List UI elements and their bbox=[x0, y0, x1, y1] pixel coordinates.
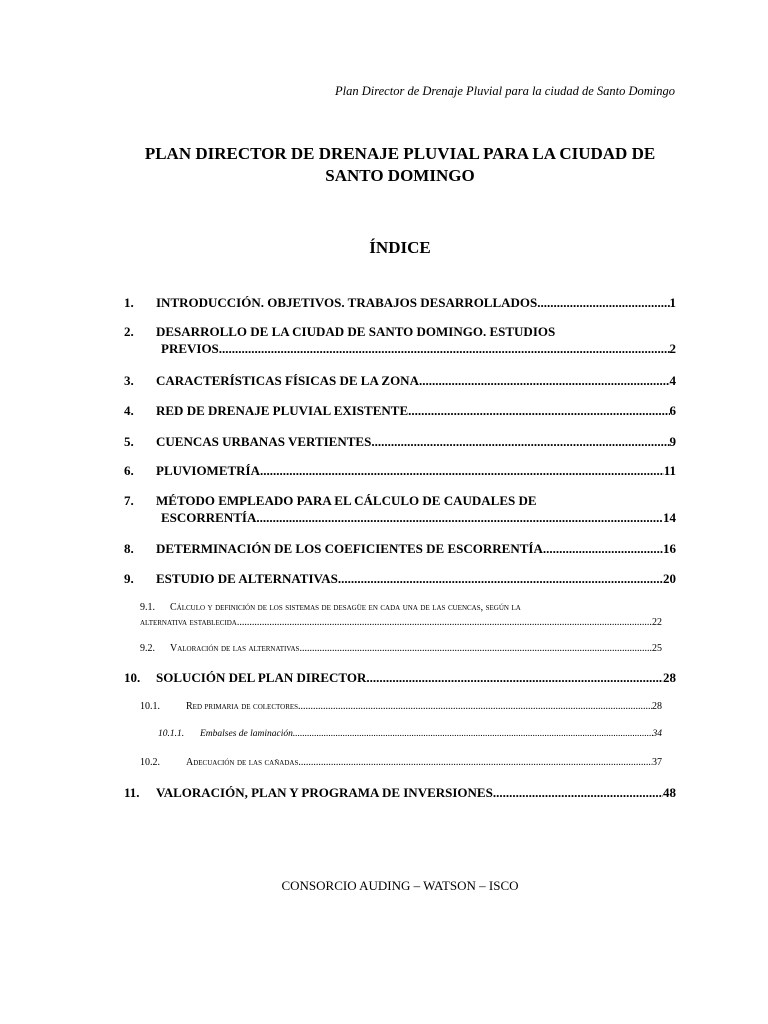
toc-entry-label: CUENCAS URBANAS VERTIENTES bbox=[156, 434, 372, 449]
toc-number-11: 11. bbox=[124, 785, 140, 800]
toc-page-number: 20 bbox=[663, 571, 676, 586]
document-title-line1: PLAN DIRECTOR DE DRENAJE PLUVIAL PARA LA CIUDAD DE bbox=[144, 144, 656, 163]
toc-page-number: 11 bbox=[663, 463, 676, 478]
toc-subentry-number: 9.2. bbox=[140, 643, 155, 654]
toc-entry-label bbox=[140, 701, 298, 712]
toc-subentry-label: Valoración de las alternativas bbox=[170, 643, 300, 654]
toc-entry-7[interactable] bbox=[161, 510, 676, 526]
toc-entry-9-2[interactable] bbox=[140, 643, 662, 654]
toc-entry-label: DETERMINACIÓN DE LOS COEFICIENTES DE ESCORRENTÍA bbox=[156, 541, 543, 556]
index-heading: ÍNDICE bbox=[369, 238, 431, 257]
dot-leader bbox=[366, 670, 663, 686]
toc-subentry-label: Embalses de laminación bbox=[200, 729, 293, 739]
toc-entry-label: ESCORRENTÍA bbox=[161, 510, 257, 525]
toc-number-6: 6. bbox=[124, 463, 134, 478]
dot-leader bbox=[338, 571, 663, 587]
dot-leader bbox=[371, 434, 669, 450]
dot-leader bbox=[537, 295, 669, 311]
toc-page-number: 28 bbox=[663, 670, 676, 685]
toc-number-5: 5. bbox=[124, 434, 134, 449]
toc-number-9: 9. bbox=[124, 571, 134, 586]
toc-page-number: 25 bbox=[652, 643, 662, 654]
toc-number-1: 1. bbox=[124, 295, 134, 310]
toc-entry-label: SOLUCIÓN DEL PLAN DIRECTOR bbox=[156, 670, 367, 685]
toc-entry-10-1[interactable] bbox=[140, 701, 662, 712]
toc-entry-label: PREVIOS bbox=[161, 341, 219, 356]
toc-entry-4[interactable] bbox=[156, 403, 676, 419]
toc-page-number: 1 bbox=[669, 295, 676, 310]
dot-leader bbox=[219, 341, 670, 357]
toc-entry-10-1-1[interactable] bbox=[158, 729, 662, 739]
toc-entry-label bbox=[158, 729, 293, 739]
toc-page-number: 6 bbox=[669, 403, 676, 418]
toc-subentry-label: Cálculo y definición de los sistemas de desagüe en cada una de las cuencas, según la bbox=[170, 602, 521, 613]
toc-entry-3[interactable] bbox=[156, 373, 676, 389]
toc-entry-label: PLUVIOMETRÍA bbox=[156, 463, 261, 478]
toc-page-number: 2 bbox=[669, 341, 676, 356]
toc-number-3: 3. bbox=[124, 373, 134, 388]
toc-number-8: 8. bbox=[124, 541, 134, 556]
toc-entry-11[interactable] bbox=[156, 785, 676, 801]
toc-entry-9[interactable] bbox=[156, 571, 676, 587]
dot-leader bbox=[408, 403, 669, 419]
toc-entry-2[interactable] bbox=[161, 341, 676, 357]
toc-page-number: 37 bbox=[652, 757, 662, 768]
toc-entry-10-2[interactable] bbox=[140, 757, 662, 768]
dot-leader bbox=[493, 785, 663, 801]
toc-number-2: 2. bbox=[124, 324, 134, 339]
toc-page-number: 4 bbox=[669, 373, 676, 388]
toc-page-number: 34 bbox=[652, 729, 662, 739]
toc-subentry-label: Red primaria de colectores bbox=[186, 701, 299, 712]
toc-entry-7-line1[interactable]: MÉTODO EMPLEADO PARA EL CÁLCULO DE CAUDALES DE bbox=[156, 493, 537, 508]
toc-entry-label: ESTUDIO DE ALTERNATIVAS bbox=[156, 571, 338, 586]
toc-entry-1[interactable] bbox=[156, 295, 676, 311]
running-header: Plan Director de Drenaje Pluvial para la ciudad de Santo Domingo bbox=[335, 84, 675, 98]
toc-number-10: 10. bbox=[124, 670, 141, 685]
toc-number-7: 7. bbox=[124, 493, 134, 508]
dot-leader bbox=[293, 729, 653, 739]
page-footer: CONSORCIO AUDING – WATSON – ISCO bbox=[281, 878, 519, 893]
toc-entry-10[interactable] bbox=[156, 670, 676, 686]
toc-entry-2-line1[interactable]: DESARROLLO DE LA CIUDAD DE SANTO DOMINGO. ESTUDIOS bbox=[156, 324, 556, 339]
toc-entry-label bbox=[140, 643, 299, 654]
toc-entry-label: CARACTERÍSTICAS FÍSICAS DE LA ZONA bbox=[156, 373, 419, 388]
toc-entry-label: alternativa establecida bbox=[140, 617, 237, 628]
toc-page-number: 48 bbox=[663, 785, 676, 800]
toc-subentry-number: 10.1.1. bbox=[158, 729, 185, 739]
toc-page-number: 9 bbox=[669, 434, 676, 449]
document-title bbox=[100, 143, 700, 187]
toc-entry-8[interactable] bbox=[156, 541, 676, 557]
toc-entry-6[interactable] bbox=[156, 463, 676, 479]
toc-entry-label: VALORACIÓN, PLAN Y PROGRAMA DE INVERSIONES bbox=[156, 785, 493, 800]
toc-entry-label bbox=[140, 757, 298, 768]
toc-subentry-number: 9.1. bbox=[140, 602, 155, 613]
dot-leader bbox=[419, 373, 670, 389]
dot-leader bbox=[298, 757, 652, 768]
toc-entry-5[interactable] bbox=[156, 434, 676, 450]
dot-leader bbox=[256, 510, 663, 526]
document-title-line2: SANTO DOMINGO bbox=[325, 166, 475, 185]
toc-entry-9-1-line1[interactable] bbox=[140, 602, 521, 613]
toc-subentry-number: 10.2. bbox=[140, 757, 160, 768]
toc-number-4: 4. bbox=[124, 403, 134, 418]
toc-entry-9-1[interactable] bbox=[140, 617, 662, 628]
toc-page-number: 14 bbox=[663, 510, 676, 525]
toc-page-number: 16 bbox=[663, 541, 676, 556]
toc-subentry-number: 10.1. bbox=[140, 701, 160, 712]
toc-entry-label: INTRODUCCIÓN. OBJETIVOS. TRABAJOS DESARROLLADOS bbox=[156, 295, 538, 310]
toc-subentry-label: Adecuación de las cañadas bbox=[186, 757, 299, 768]
dot-leader bbox=[298, 701, 652, 712]
toc-page-number: 28 bbox=[652, 701, 662, 712]
dot-leader bbox=[299, 643, 652, 654]
dot-leader bbox=[237, 617, 652, 628]
toc-entry-label: RED DE DRENAJE PLUVIAL EXISTENTE bbox=[156, 403, 409, 418]
dot-leader bbox=[260, 463, 664, 479]
toc-page-number: 22 bbox=[652, 617, 662, 628]
dot-leader bbox=[543, 541, 663, 557]
